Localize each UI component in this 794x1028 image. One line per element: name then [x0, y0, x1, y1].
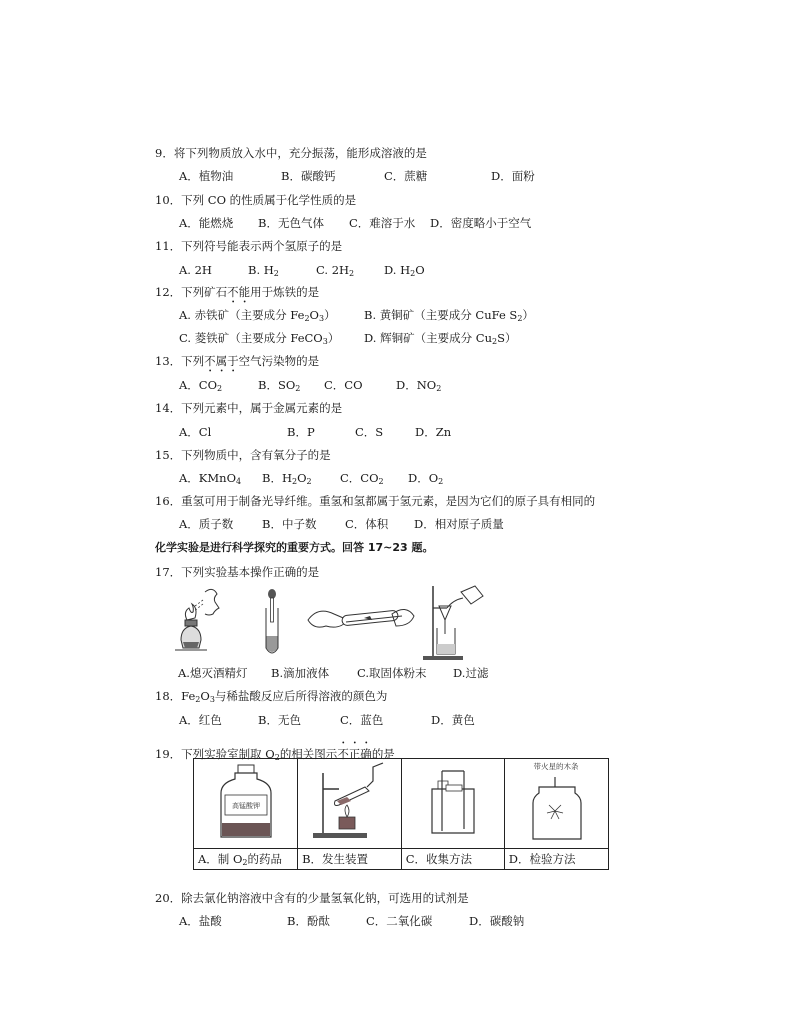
q15-option-c[interactable]: C．$CO_2$	[340, 471, 384, 486]
q13-option-c[interactable]: C．CO	[324, 378, 363, 392]
q19-apparatus-table	[193, 758, 609, 870]
question-20-stem: 20．除去氯化钠溶液中含有的少量氢氧化钠，可选用的试剂是	[155, 891, 469, 905]
q13-option-b[interactable]: B．$SO_2$	[258, 378, 301, 393]
q16-option-d[interactable]: D．相对原子质量	[414, 517, 504, 531]
q14-option-b[interactable]: B．P	[287, 425, 315, 439]
q19-option-a[interactable]: A．制 $O_2$的药品	[194, 849, 298, 870]
gas-collection-figure	[418, 759, 488, 843]
q19-option-d[interactable]: D．检验方法	[504, 849, 608, 870]
test-cell	[504, 759, 608, 849]
splint-label: 带火星的木条	[533, 762, 579, 771]
question-18-stem: 18．$Fe_2O_3$与稀盐酸反应后所得溶液的颜色为	[155, 689, 388, 704]
q12-option-a[interactable]: A. 赤铁矿（主要成分 $Fe_2O_3$）	[179, 308, 336, 323]
question-14-stem: 14．下列元素中，属于金属元素的是	[155, 401, 343, 415]
q11-option-c[interactable]: C. $2H_2$	[316, 263, 355, 278]
powder-spoon-figure	[306, 600, 416, 640]
section-heading: 化学实验是进行科学探究的重要方式。回答 17~23 题。	[155, 541, 434, 554]
q12-option-c[interactable]: C. 菱铁矿（主要成分 FeCO$_3$）	[179, 331, 340, 346]
q14-option-d[interactable]: D．Zn	[415, 425, 452, 439]
q12-option-d[interactable]: D. 辉铜矿（主要成分 $Cu_2S$）	[364, 331, 517, 346]
q19-option-c[interactable]: C．收集方法	[401, 849, 504, 870]
q17-option-b[interactable]: B.滴加液体	[271, 666, 330, 680]
q18-option-c[interactable]: C．蓝色	[340, 713, 384, 727]
q20-option-b[interactable]: B．酚酞	[287, 914, 330, 928]
q11-option-a[interactable]: A. 2H	[179, 263, 212, 277]
q18-option-a[interactable]: A．红色	[179, 713, 222, 727]
question-12-stem: 12．下列矿石不能用于炼铁的是	[155, 285, 320, 299]
q16-option-a[interactable]: A．质子数	[179, 517, 234, 531]
q14-option-c[interactable]: C．S	[355, 425, 384, 439]
question-17-stem: 17．下列实验基本操作正确的是	[155, 565, 320, 579]
question-19-stem: 19．下列实验室制取 $O_2$的相关图示不正确的是	[155, 747, 395, 762]
q16-option-c[interactable]: C．体积	[345, 517, 389, 531]
q9-option-d[interactable]: D．面粉	[491, 169, 535, 183]
q9-option-b[interactable]: B．碳酸钙	[281, 169, 336, 183]
q12-option-b[interactable]: B. 黄铜矿（主要成分 CuFe $S_2$）	[364, 308, 534, 323]
q18-option-b[interactable]: B．无色	[258, 713, 301, 727]
generator-cell	[298, 759, 402, 849]
q17-option-d[interactable]: D.过滤	[453, 666, 489, 680]
q15-option-b[interactable]: B．$H_2O_2$	[262, 471, 312, 486]
q10-option-a[interactable]: A．能燃烧	[179, 216, 234, 230]
filtration-figure	[423, 584, 489, 662]
q19-option-b[interactable]: B．发生装置	[298, 849, 402, 870]
oxygen-test-figure	[511, 759, 601, 845]
q9-option-c[interactable]: C．蔗糖	[384, 169, 428, 183]
question-15-stem: 15．下列物质中，含有氧分子的是	[155, 448, 331, 462]
question-16-stem: 16．重氢可用于制备光导纤维。重氢和氢都属于氢元素，是因为它们的原子具有相同的	[155, 494, 596, 508]
dropper-test-tube-figure	[259, 588, 285, 660]
q14-option-a[interactable]: A．Cl	[179, 425, 212, 439]
question-11-stem: 11．下列符号能表示两个氢原子的是	[155, 239, 343, 253]
q13-option-a[interactable]: A．$CO_2$	[179, 378, 223, 393]
q13-option-d[interactable]: D．$NO_2$	[396, 378, 442, 393]
q20-option-d[interactable]: D．碳酸钠	[469, 914, 525, 928]
q15-option-a[interactable]: A．KMnO$_4$	[179, 471, 242, 486]
question-10-stem: 10．下列 CO 的性质属于化学性质的是	[155, 193, 357, 207]
question-9-stem: 9．将下列物质放入水中，充分振荡，能形成溶液的是	[155, 146, 427, 160]
alcohol-lamp-figure	[175, 586, 231, 658]
q10-option-c[interactable]: C．难溶于水	[349, 216, 416, 230]
q20-option-a[interactable]: A．盐酸	[179, 914, 222, 928]
reagent-bottle-figure	[211, 759, 281, 843]
q16-option-b[interactable]: B．中子数	[262, 517, 317, 531]
q10-option-d[interactable]: D．密度略小于空气	[430, 216, 532, 230]
q10-option-b[interactable]: B．无色气体	[258, 216, 324, 230]
q20-option-c[interactable]: C．二氧化碳	[366, 914, 433, 928]
q18-option-d[interactable]: D．黄色	[431, 713, 475, 727]
q17-option-a[interactable]: A.熄灭酒精灯	[178, 666, 248, 680]
q15-option-d[interactable]: D．$O_2$	[408, 471, 444, 486]
generation-apparatus-figure	[309, 759, 389, 843]
q11-option-b[interactable]: B. $H_2$	[248, 263, 279, 278]
q9-option-a[interactable]: A．植物油	[179, 169, 234, 183]
reagent-label: 高锰酸钾	[231, 802, 260, 810]
collection-cell	[401, 759, 504, 849]
reagent-bottle-cell	[194, 759, 298, 849]
question-13-stem: 13．下列不属于空气污染物的是	[155, 354, 320, 368]
q17-option-c[interactable]: C.取固体粉末	[357, 666, 427, 680]
q11-option-d[interactable]: D. $H_2O$	[384, 263, 425, 278]
